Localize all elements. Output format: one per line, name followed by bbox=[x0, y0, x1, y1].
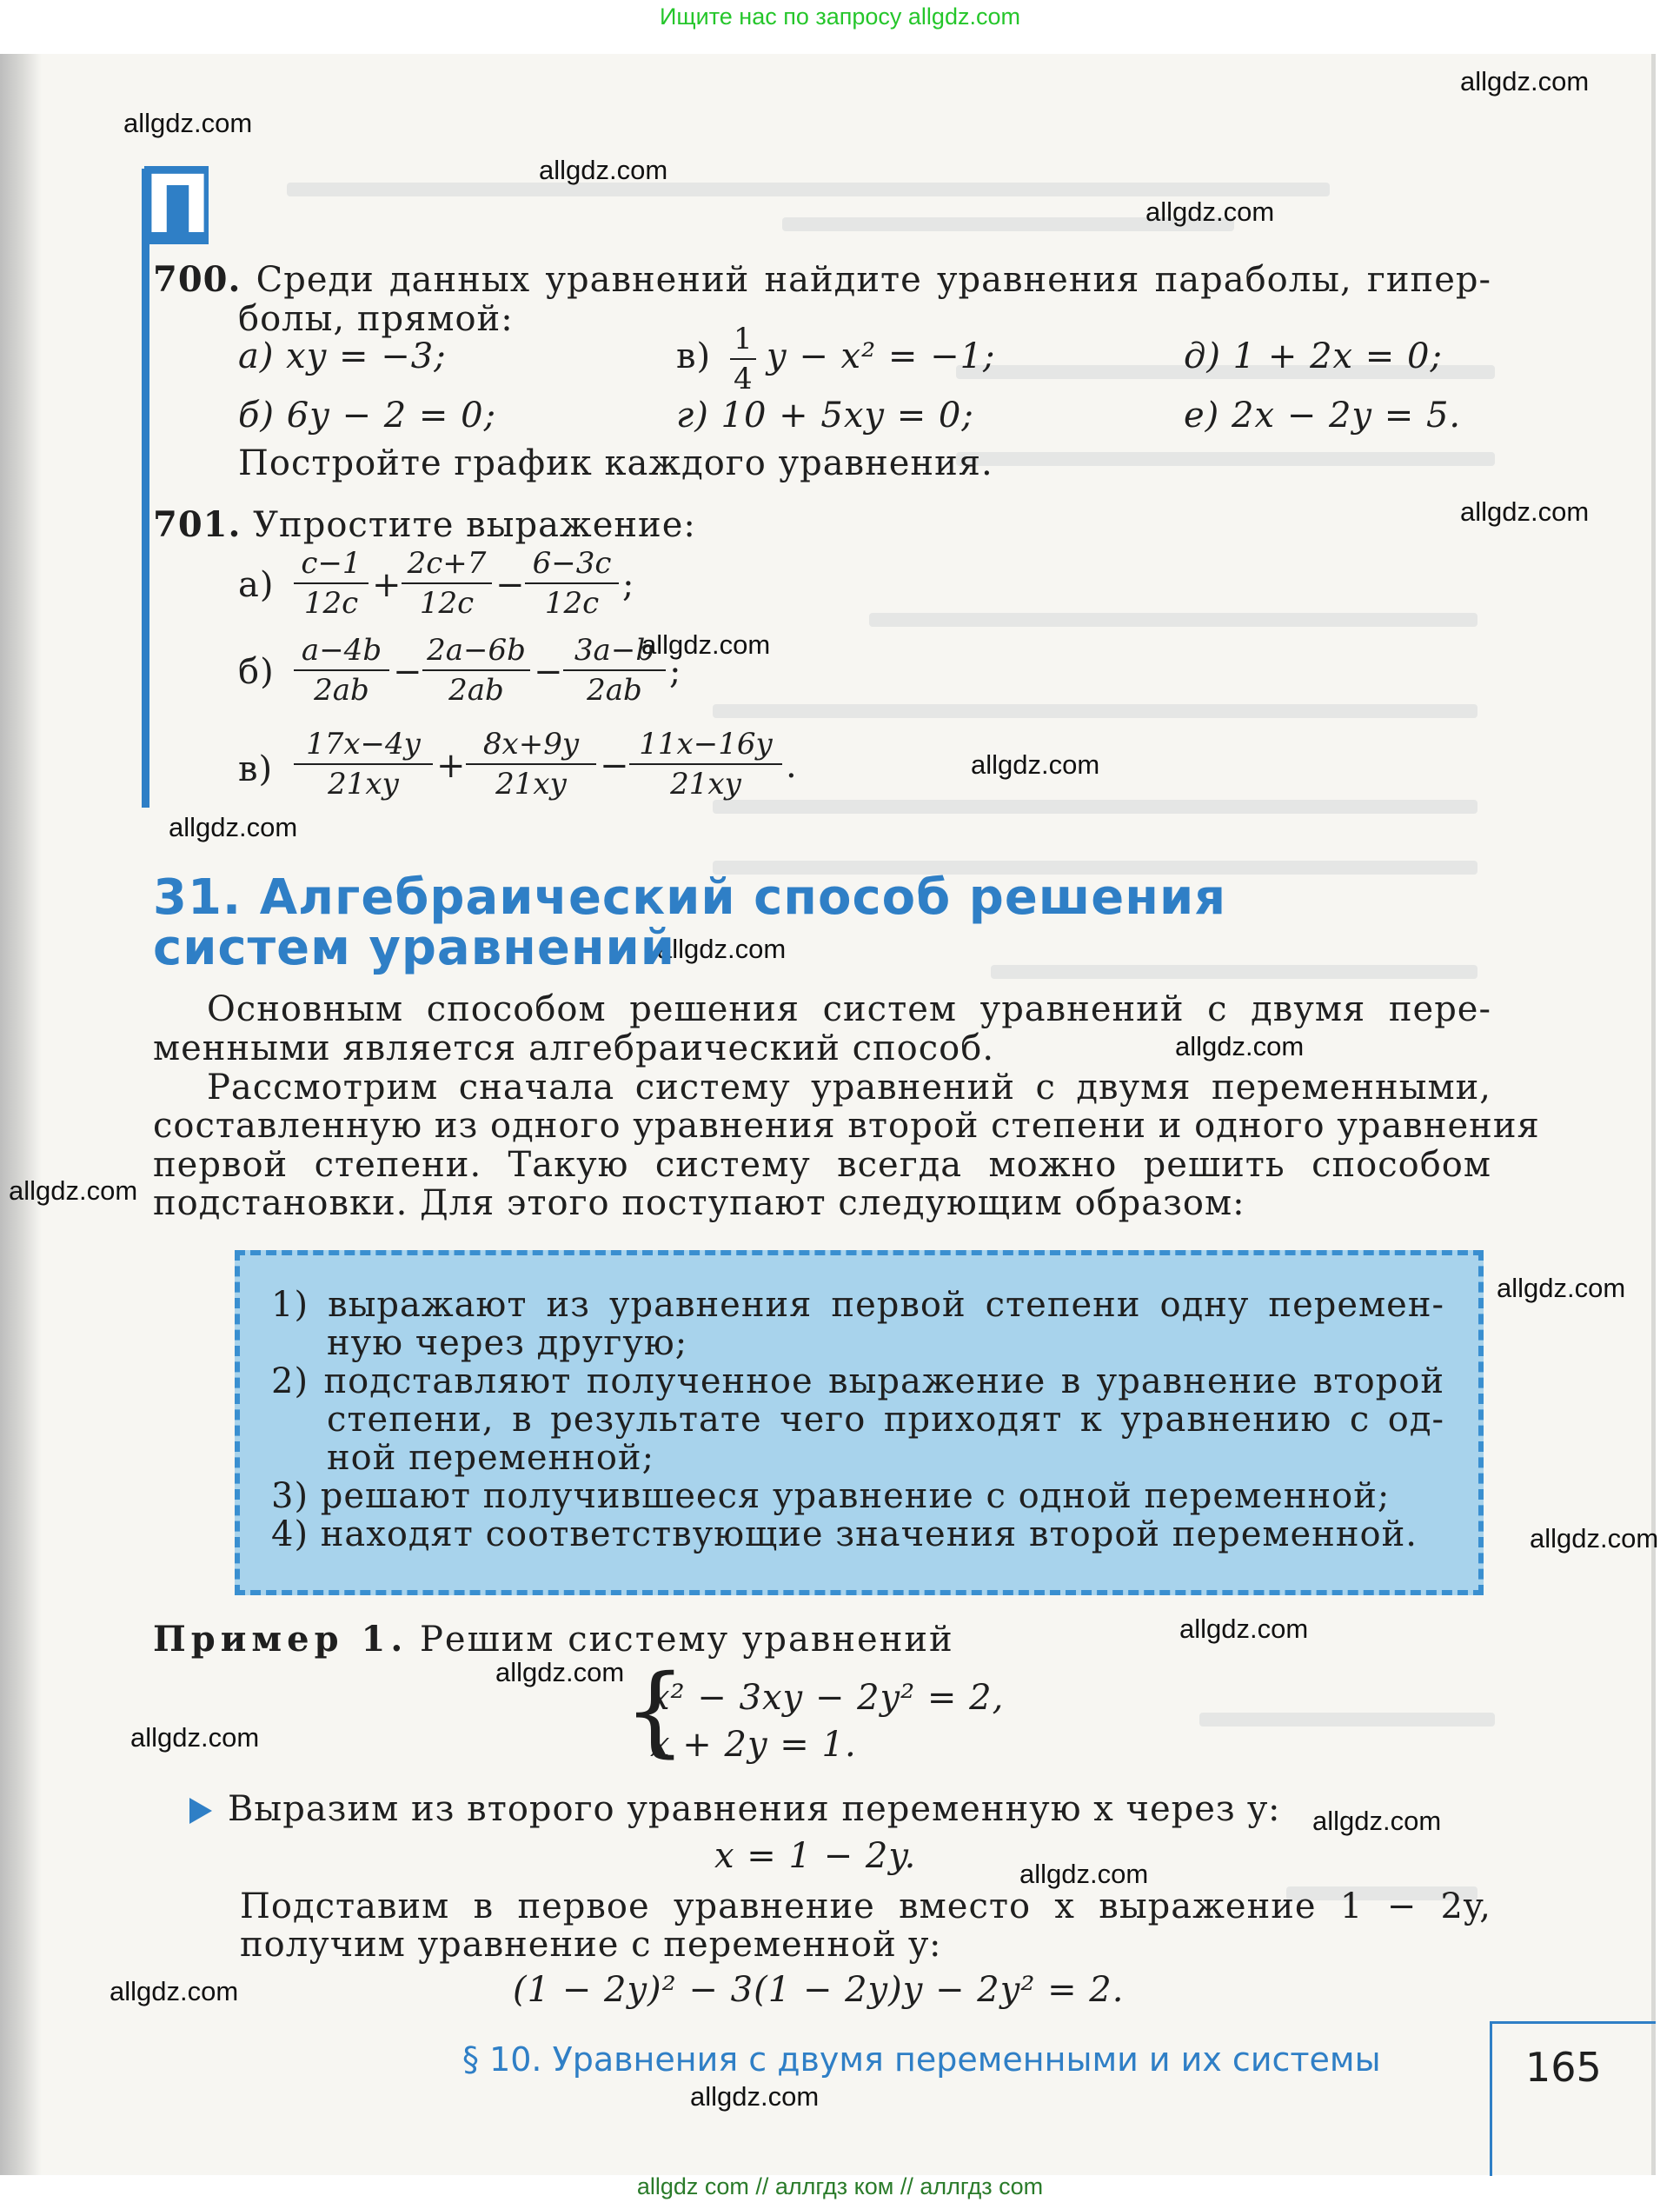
show-through-line bbox=[1199, 1713, 1495, 1727]
operator: − bbox=[393, 652, 422, 692]
watermark: allgdz.com bbox=[495, 1657, 625, 1687]
page-gutter-shadow bbox=[0, 54, 42, 2175]
watermark: allgdz.com bbox=[657, 934, 787, 964]
watermark: allgdz.com bbox=[1145, 196, 1275, 227]
section-title-line1: 31. Алгебраический способ решения bbox=[153, 869, 1227, 926]
operator: + bbox=[372, 565, 402, 605]
fraction-numerator: 17x−4y bbox=[294, 727, 433, 765]
fraction-denominator: 4 bbox=[734, 362, 753, 396]
exercise-701-number: 701. bbox=[153, 504, 242, 545]
show-through-line bbox=[713, 800, 1477, 814]
system-brace: { bbox=[624, 1654, 687, 1767]
watermark: allgdz.com bbox=[1312, 1806, 1442, 1836]
rule-1-line2: ную через другую; bbox=[327, 1323, 688, 1363]
exercise-701-b-label: б) bbox=[238, 652, 275, 692]
equation-x-expressed: x = 1 − 2y. bbox=[714, 1836, 917, 1876]
page-number-frame-top bbox=[1492, 2021, 1656, 2024]
show-through-line bbox=[956, 452, 1495, 466]
show-through-line bbox=[991, 965, 1477, 979]
watermark: allgdz.com bbox=[1460, 496, 1590, 527]
paragraph-2-line1: Рассмотрим сначала систему уравнений с двумя переменными, bbox=[207, 1068, 1491, 1108]
system-equation-1: x² − 3xy − 2y² = 2, bbox=[650, 1678, 1005, 1718]
paragraph-1-line2: менными является алгебраический способ. bbox=[153, 1028, 995, 1068]
rule-3: 3) решают получившееся уравнение с одной переменной; bbox=[271, 1476, 1391, 1516]
paragraph-1-line1: Основным способом решения систем уравнений с двумя пере- bbox=[207, 989, 1491, 1029]
paragraph-2-line4: подстановки. Для этого поступают следующим образом: bbox=[153, 1183, 1245, 1223]
exercise-701-text: Упростите выражение: bbox=[253, 505, 696, 545]
fraction-numerator: 2c+7 bbox=[402, 546, 492, 584]
exercise-700-text: Среди данных уравнений найдите уравнения параболы, гипер- bbox=[256, 260, 1492, 300]
solution-start-marker-icon bbox=[189, 1798, 212, 1824]
fraction-denominator: 2ab bbox=[448, 673, 504, 708]
repetition-sidebar-bar bbox=[142, 169, 149, 808]
example-1-heading bbox=[153, 1619, 954, 1660]
chapter-footer: § 10. Уравнения с двумя переменными и их системы bbox=[462, 2040, 1381, 2079]
fraction bbox=[466, 727, 596, 802]
watermark: allgdz.com bbox=[9, 1175, 138, 1206]
fraction bbox=[422, 633, 530, 708]
exercise-700-item-v-label: в) bbox=[676, 336, 712, 376]
paragraph-2-line2: составленную из одного уравнения второй степени и одного уравнения bbox=[153, 1106, 1540, 1146]
show-through-line bbox=[869, 613, 1477, 627]
rule-4: 4) находят соответствующие значения второй переменной. bbox=[271, 1514, 1418, 1554]
fraction-denominator: 12c bbox=[303, 586, 359, 621]
exercise-701-line1 bbox=[153, 504, 696, 545]
fraction-numerator: 11x−16y bbox=[629, 727, 782, 765]
exercise-700-item-e: е) 2x − 2y = 5. bbox=[1184, 396, 1462, 436]
page-edge bbox=[1651, 54, 1656, 2175]
exercise-700-item-v-rest: y − x² = −1; bbox=[767, 336, 996, 376]
watermark: allgdz.com bbox=[1019, 1859, 1149, 1889]
exercise-700-item-d: д) 1 + 2x = 0; bbox=[1184, 336, 1443, 376]
fraction-numerator: 3a−b bbox=[563, 633, 666, 671]
exercise-700-item-g: г) 10 + 5xy = 0; bbox=[676, 396, 974, 436]
watermark: allgdz.com bbox=[123, 108, 253, 138]
fraction bbox=[563, 633, 666, 708]
section-title-line2: систем уравнений bbox=[153, 920, 675, 976]
site-banner[interactable]: Ищите нас по запросу allgdz.com bbox=[660, 3, 1020, 30]
system-equation-2: x + 2y = 1. bbox=[650, 1725, 857, 1765]
fraction bbox=[294, 633, 389, 708]
watermark: allgdz.com bbox=[1530, 1523, 1659, 1554]
operator: . bbox=[786, 746, 797, 786]
watermark: allgdz.com bbox=[641, 629, 771, 660]
watermark: allgdz.com bbox=[1179, 1614, 1309, 1644]
exercise-700-line2: болы, прямой: bbox=[238, 299, 514, 339]
fraction bbox=[402, 546, 492, 621]
fraction-numerator: c−1 bbox=[294, 546, 369, 584]
operator: + bbox=[436, 746, 466, 786]
watermark: allgdz.com bbox=[971, 749, 1100, 780]
fraction bbox=[629, 727, 782, 802]
fraction bbox=[294, 546, 369, 621]
page-number-frame-left bbox=[1490, 2021, 1492, 2176]
fraction-numerator: a−4b bbox=[294, 633, 389, 671]
watermark: allgdz.com bbox=[1460, 66, 1590, 96]
operator: ; bbox=[669, 652, 681, 692]
operator: − bbox=[534, 652, 563, 692]
rule-2-line3: ной переменной; bbox=[327, 1438, 655, 1478]
fraction-denominator: 2ab bbox=[314, 673, 369, 708]
substituted-equation: (1 − 2y)² − 3(1 − 2y)y − 2y² = 2. bbox=[513, 1970, 1125, 2010]
example-label: Пример 1. bbox=[153, 1619, 408, 1660]
exercise-700-item-a: а) xy = −3; bbox=[238, 336, 447, 376]
fraction-denominator: 12c bbox=[419, 586, 475, 621]
exercise-701-v-label: в) bbox=[238, 749, 274, 789]
show-through-line bbox=[287, 183, 1330, 196]
fraction-denominator: 12c bbox=[544, 586, 600, 621]
solution-step-2-line2: получим уравнение с переменной y: bbox=[240, 1925, 942, 1965]
fraction-denominator: 21xy bbox=[670, 767, 741, 802]
fraction bbox=[294, 727, 433, 802]
repetition-badge: П bbox=[144, 158, 211, 251]
rule-2-line1: 2) подставляют полученное выражение в уравнение второй bbox=[271, 1361, 1444, 1401]
show-through-line bbox=[713, 704, 1477, 718]
watermark: allgdz.com bbox=[539, 155, 668, 185]
exercise-700-number: 700. bbox=[153, 259, 242, 300]
exercise-700-item-b: б) 6y − 2 = 0; bbox=[238, 396, 497, 436]
watermark: allgdz.com bbox=[690, 2081, 820, 2112]
fraction-numerator: 6−3c bbox=[525, 546, 619, 584]
rule-2-line2: степени, в результате чего приходят к уравнению с од- bbox=[327, 1400, 1444, 1440]
solution-step-2-line1: Подставим в первое уравнение вместо x выражение 1 − 2y, bbox=[240, 1886, 1491, 1926]
fraction-denominator: 21xy bbox=[328, 767, 399, 802]
exercise-700-item-v-fraction bbox=[730, 322, 756, 396]
exercise-701-a-label: а) bbox=[238, 565, 275, 605]
fraction-numerator: 1 bbox=[730, 322, 756, 360]
exercise-700-last-line: Постройте график каждого уравнения. bbox=[238, 443, 993, 483]
operator: − bbox=[495, 565, 525, 605]
bottom-banner[interactable]: allgdz com // аллгдз ком // аллгдз com bbox=[636, 2173, 1044, 2199]
page-number: 165 bbox=[1525, 2044, 1602, 2091]
exercise-700-line1 bbox=[153, 259, 1491, 300]
example-text: Решим систему уравнений bbox=[419, 1620, 954, 1660]
fraction-denominator: 2ab bbox=[587, 673, 642, 708]
watermark: allgdz.com bbox=[110, 1976, 239, 2006]
fraction bbox=[525, 546, 619, 621]
fraction-numerator: 8x+9y bbox=[466, 727, 596, 765]
watermark: allgdz.com bbox=[1175, 1031, 1305, 1061]
fraction-numerator: 2a−6b bbox=[422, 633, 530, 671]
rule-1-line1: 1) выражают из уравнения первой степени одну перемен- bbox=[271, 1285, 1444, 1325]
watermark: allgdz.com bbox=[1497, 1273, 1626, 1303]
fraction-denominator: 21xy bbox=[495, 767, 567, 802]
operator: ; bbox=[622, 565, 634, 605]
watermark: allgdz.com bbox=[130, 1722, 260, 1753]
solution-step-1: Выразим из второго уравнения переменную x через y: bbox=[228, 1789, 1281, 1829]
operator: − bbox=[600, 746, 629, 786]
watermark: allgdz.com bbox=[169, 812, 298, 842]
paragraph-2-line3: первой степени. Такую систему всегда можно решить способом bbox=[153, 1145, 1491, 1185]
